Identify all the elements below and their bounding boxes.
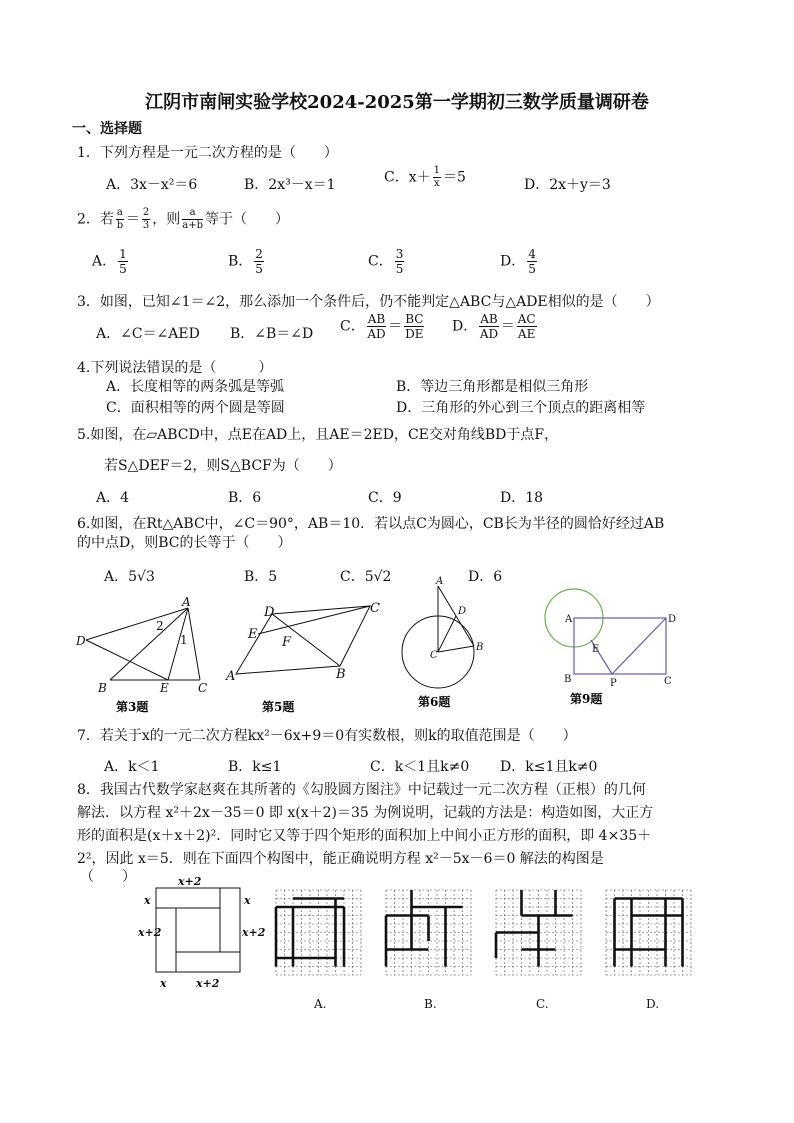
q7-option-d[interactable]: D．k≤1且k≠0 (500, 759, 598, 775)
q3-option-d[interactable]: D． $\frac{AB}{AD}$ ＝ $\frac{AC}{AE}$ (452, 312, 536, 341)
q2-option-c[interactable]: C． $\frac{3}{5}$ (368, 247, 404, 276)
q5-option-c[interactable]: C．9 (368, 490, 402, 506)
fig6-label-d: D (458, 606, 467, 617)
fig9-label-d: D (668, 614, 677, 625)
q3-option-c[interactable]: C． $\frac{AB}{AD}$ ＝ $\frac{BC}{DE}$ (340, 312, 424, 341)
fig6-caption: 第6题 (418, 695, 451, 709)
fig6-label-a: A (436, 576, 444, 587)
q2-option-d[interactable]: D． $\frac{4}{5}$ (500, 247, 536, 276)
q8-label-top: x+2 (178, 875, 202, 888)
fig3-label-e: E (160, 681, 169, 695)
q6-line1: 6.如图，在Rt△ABC中，∠C＝90°，AB＝10．若以点C为圆心，CB长为半径的圆恰好经过AB (77, 516, 665, 532)
figure-9 (545, 589, 666, 674)
q1-option-a[interactable]: A．3x－x²＝6 (106, 177, 198, 193)
q1-option-c-post: ＝5 (442, 169, 466, 186)
q8-option-c-grid[interactable] (496, 890, 581, 975)
fig6-label-c: C (430, 650, 438, 661)
q5-line1: 5.如图，在▱ABCD中，点E在AD上，且AE＝2ED，CE交对角线BD于点F， (77, 427, 559, 443)
q5-option-d[interactable]: D．18 (500, 490, 544, 506)
q1-option-d[interactable]: D．2x＋y＝3 (524, 177, 611, 193)
fig5-caption: 第5题 (262, 700, 295, 714)
q2-option-a[interactable]: A． $\frac{1}{5}$ (92, 247, 127, 276)
q8-option-d-label[interactable]: D. (646, 997, 660, 1011)
q1-option-b[interactable]: B．2x³－x＝1 (244, 177, 336, 193)
q4-option-c[interactable]: C．面积相等的两个圆是等圆 (106, 400, 285, 416)
fig9-label-b: B (564, 674, 572, 685)
fig9-label-a: A (565, 614, 573, 625)
fig6-label-b: B (476, 642, 484, 653)
q1-option-c-pre: C．x＋ (384, 169, 431, 186)
page-title: 江阴市南闸实验学校2024-2025第一学期初三数学质量调研卷 (145, 92, 649, 113)
q4-option-a[interactable]: A．长度相等的两条弧是等弧 (106, 379, 285, 395)
q8-line4: 2²，因此 x＝5．则在下面四个构图中，能正确说明方程 x²－5x－6＝0 解法的构图是 (77, 851, 604, 867)
fig5-label-a: A (226, 669, 236, 684)
q8-example-diagram (156, 888, 240, 972)
q6-line2: 的中点D，则BC的长等于（ ） (77, 535, 292, 551)
q7-option-c[interactable]: C．k＜1且k≠0 (370, 759, 470, 775)
q2-stem: 2．若 $\frac{a}{b}$ ＝ $\frac{2}{3}$ ，则 $\frac{a}{a+b}$ 等于（ ） (77, 207, 290, 231)
fig3-label-c: C (198, 681, 208, 695)
q1-stem: 1．下列方程是一元二次方程的是（ ） (77, 145, 338, 161)
q8-option-b-label[interactable]: B. (424, 997, 437, 1011)
fig5-label-e: E (248, 627, 258, 642)
q8-option-b-grid[interactable] (386, 890, 471, 975)
q8-label-right-top: x (244, 894, 251, 907)
q3-option-b[interactable]: B．∠B＝∠D (230, 326, 314, 342)
q3-stem: 3．如图，已知∠1＝∠2，那么添加一个条件后，仍不能判定△ABC与△ADE相似的是（ ） (77, 294, 660, 310)
fig3-label-b: B (98, 681, 107, 695)
q2-option-b[interactable]: B． $\frac{2}{5}$ (228, 247, 263, 276)
fig3-label-d: D (76, 634, 86, 648)
q5-option-b[interactable]: B．6 (228, 490, 262, 506)
q8-option-a-label[interactable]: A. (314, 997, 327, 1011)
q3-option-a[interactable]: A．∠C＝∠AED (96, 326, 200, 342)
fig5-label-b: B (336, 667, 346, 682)
q5-line2: 若S△DEF＝2，则S△BCF为（ ） (104, 458, 342, 474)
q8-label-bottom: x+2 (196, 977, 220, 990)
section-heading: 一、选择题 (72, 121, 142, 137)
q6-option-a[interactable]: A．5√3 (104, 569, 155, 585)
fig3-label-a: A (182, 595, 191, 609)
q8-option-d-grid[interactable] (606, 890, 691, 975)
figure-6 (402, 586, 474, 688)
q6-option-b[interactable]: B．5 (244, 569, 278, 585)
q6-option-c[interactable]: C．5√2 (340, 569, 392, 585)
q1-option-c-frac: $\frac{1}{x}$ (433, 165, 440, 189)
q4-option-b[interactable]: B．等边三角形都是相似三角形 (396, 379, 589, 395)
q8-line3: 形的面积是(x＋x＋2)²．同时它又等于四个矩形的面积加上中间小正方形的面积，即 4×35＋ (77, 828, 652, 844)
fig3-label-1: 1 (180, 633, 188, 647)
q5-option-a[interactable]: A．4 (96, 490, 130, 506)
q1-option-c[interactable] (384, 166, 466, 189)
fig5-label-d: D (264, 605, 275, 620)
q8-label-left-top: x (144, 894, 151, 907)
q8-line2: 解法．以方程 x²＋2x－35＝0 即 x(x＋2)＝35 为例说明，记载的方法是：构造如图，大正方 (77, 805, 654, 821)
fig9-label-p: P (610, 678, 617, 689)
q8-diagrams (130, 872, 710, 1017)
fig5-label-f: F (282, 635, 292, 650)
q4-stem: 4.下列说法错误的是（ ） (77, 360, 273, 376)
q8-option-a-grid[interactable] (276, 890, 361, 975)
q8-label-left-mid: x+2 (138, 926, 162, 939)
fig3-label-2: 2 (156, 619, 164, 633)
fig9-label-c: C (664, 676, 672, 687)
q8-option-c-label[interactable]: C. (536, 997, 549, 1011)
q7-option-b[interactable]: B．k≤1 (228, 759, 282, 775)
fig9-caption: 第9题 (570, 692, 603, 706)
fig9-label-e: E (592, 644, 600, 655)
q8-line5: （ ） (80, 869, 136, 885)
q8-label-right-mid: x+2 (242, 926, 266, 939)
q4-option-d[interactable]: D．三角形的外心到三个顶点的距离相等 (396, 400, 646, 416)
q7-option-a[interactable]: A．k＜1 (104, 759, 160, 775)
q6-option-d[interactable]: D．6 (468, 569, 503, 585)
fig5-label-c: C (370, 601, 380, 616)
q8-line1: 8．我国古代数学家赵爽在其所著的《勾股圆方图注》中记载过一元二次方程（正根）的几何 (77, 782, 646, 798)
q7-stem: 7．若关于x的一元二次方程kx²－6x+9＝0有实数根，则k的取值范围是（ ） (77, 728, 577, 744)
fig3-caption: 第3题 (116, 700, 149, 714)
q8-label-bottom-left: x (160, 977, 167, 990)
